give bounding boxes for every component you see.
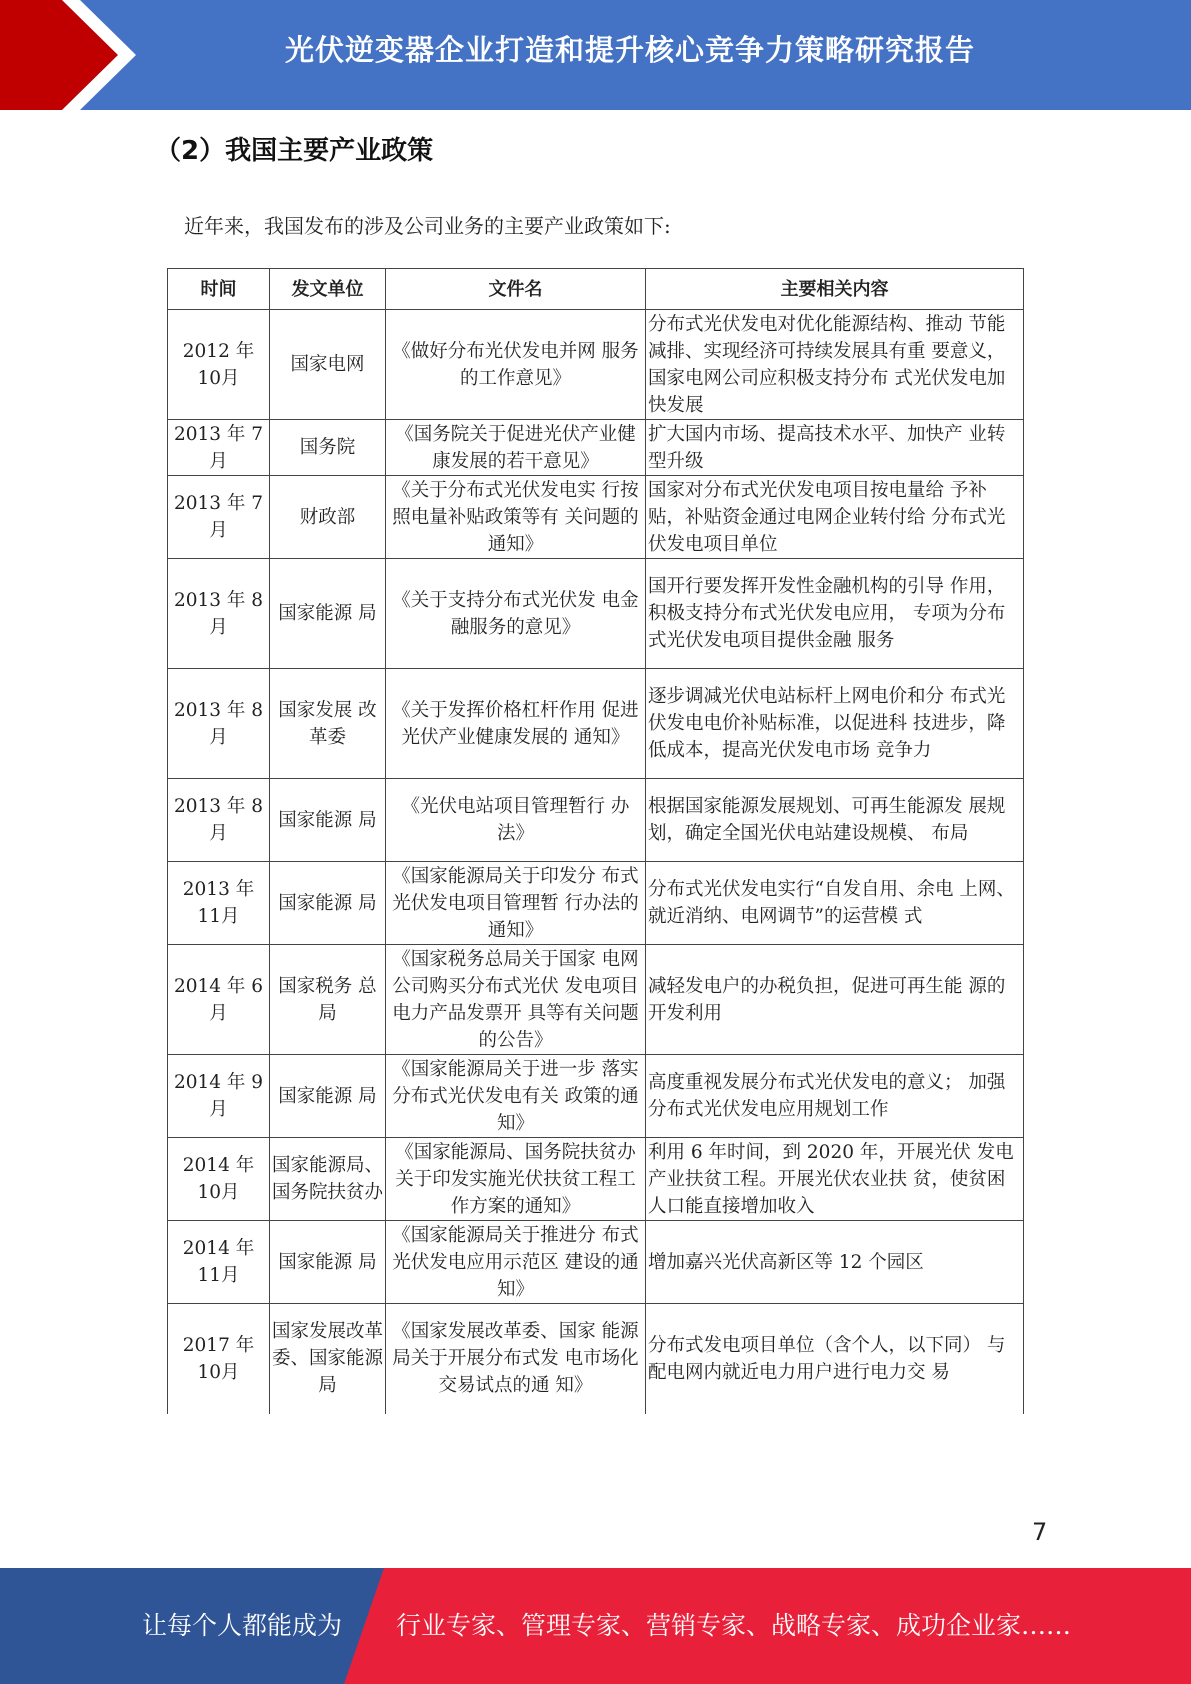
cell-issuer: 财政部 [270, 476, 386, 559]
cell-time: 2014 年 6月 [168, 945, 270, 1055]
cell-issuer: 国家能源 局 [270, 1055, 386, 1138]
cell-document: 《关于分布式光伏发电实 行按照电量补贴政策等有 关问题的通知》 [386, 476, 646, 559]
cell-issuer: 国家能源局、国务院扶贫办 [270, 1138, 386, 1221]
table-row [168, 310, 1024, 420]
table-row [168, 945, 1024, 1055]
cell-content: 增加嘉兴光伏高新区等 12 个园区 [646, 1221, 1024, 1304]
column-header-document: 文件名 [386, 269, 646, 310]
cell-time: 2013 年 7月 [168, 420, 270, 476]
table-row [168, 476, 1024, 559]
cell-time: 2013 年 7月 [168, 476, 270, 559]
page-number: 7 [1032, 1518, 1048, 1546]
footer-slogan-right: 行业专家、管理专家、营销专家、战略专家、成功企业家…… [396, 1611, 1072, 1640]
cell-time: 2014 年 10月 [168, 1138, 270, 1221]
cell-document: 《国家能源局关于印发分 布式光伏发电项目管理暂 行办法的通知》 [386, 862, 646, 945]
table-row [168, 669, 1024, 779]
table-row [168, 1055, 1024, 1138]
table-row [168, 1138, 1024, 1221]
cell-issuer: 国家能源 局 [270, 862, 386, 945]
section-heading: （2）我国主要产业政策 [155, 136, 434, 166]
cell-document: 《国家能源局、国务院扶贫办关于印发实施光伏扶贫工程工作方案的通知》 [386, 1138, 646, 1221]
header-red-arrow-decoration [0, 0, 200, 110]
cell-issuer: 国家发展改革委、国家能源局 [270, 1304, 386, 1414]
cell-content: 扩大国内市场、提高技术水平、加快产 业转型升级 [646, 420, 1024, 476]
cell-document: 《光伏电站项目管理暂行 办法》 [386, 779, 646, 862]
cell-time: 2017 年 10月 [168, 1304, 270, 1414]
cell-issuer: 国家税务 总局 [270, 945, 386, 1055]
cell-time: 2012 年 10月 [168, 310, 270, 420]
cell-issuer: 国家发展 改革委 [270, 669, 386, 779]
intro-paragraph: 近年来，我国发布的涉及公司业务的主要产业政策如下: [184, 214, 671, 238]
column-header-content: 主要相关内容 [646, 269, 1024, 310]
report-title: 光伏逆变器企业打造和提升核心竞争力策略研究报告 [284, 33, 975, 67]
column-header-issuer: 发文单位 [270, 269, 386, 310]
cell-time: 2013 年 8月 [168, 669, 270, 779]
table-row [168, 1304, 1024, 1414]
cell-content: 分布式光伏发电实行“自发自用、余电 上网、就近消纳、电网调节”的运营模 式 [646, 862, 1024, 945]
footer-slogan-left: 让每个人都能成为 [142, 1611, 343, 1640]
table-row [168, 1221, 1024, 1304]
cell-document: 《关于发挥价格杠杆作用 促进光伏产业健康发展的 通知》 [386, 669, 646, 779]
table-row [168, 559, 1024, 669]
cell-document: 《国务院关于促进光伏产业健康发展的若干意见》 [386, 420, 646, 476]
cell-document: 《关于支持分布式光伏发 电金融服务的意见》 [386, 559, 646, 669]
page-header [0, 0, 1191, 110]
cell-time: 2014 年 11月 [168, 1221, 270, 1304]
cell-content: 根据国家能源发展规划、可再生能源发 展规划，确定全国光伏电站建设规模、 布局 [646, 779, 1024, 862]
cell-time: 2013 年 8月 [168, 559, 270, 669]
table-row [168, 420, 1024, 476]
table-row [168, 779, 1024, 862]
table-row [168, 862, 1024, 945]
cell-time: 2014 年 9月 [168, 1055, 270, 1138]
cell-time: 2013 年 8月 [168, 779, 270, 862]
cell-issuer: 国家电网 [270, 310, 386, 420]
table-header-row [168, 269, 1024, 310]
cell-content: 分布式光伏发电对优化能源结构、推动 节能减排、实现经济可持续发展具有重 要意义，国家电网公司应积极支持分布 式光伏发电加快发展 [646, 310, 1024, 420]
cell-document: 《国家税务总局关于国家 电网公司购买分布式光伏 发电项目电力产品发票开 具等有关问题的公告》 [386, 945, 646, 1055]
policy-table [167, 268, 1024, 1414]
cell-document: 《国家能源局关于进一步 落实分布式光伏发电有关 政策的通知》 [386, 1055, 646, 1138]
cell-time: 2013 年 11月 [168, 862, 270, 945]
cell-issuer: 国家能源 局 [270, 1221, 386, 1304]
cell-content: 利用 6 年时间，到 2020 年，开展光伏 发电产业扶贫工程。开展光伏农业扶 贫，使贫困人口能直接增加收入 [646, 1138, 1024, 1221]
page-footer [0, 1568, 1191, 1684]
cell-document: 《国家发展改革委、国家 能源局关于开展分布式发 电市场化交易试点的通 知》 [386, 1304, 646, 1414]
cell-issuer: 国家能源 局 [270, 779, 386, 862]
cell-content: 分布式发电项目单位（含个人，以下同） 与配电网内就近电力用户进行电力交 易 [646, 1304, 1024, 1414]
cell-issuer: 国务院 [270, 420, 386, 476]
cell-content: 国开行要发挥开发性金融机构的引导 作用，积极支持分布式光伏发电应用， 专项为分布式光伏发电项目提供金融 服务 [646, 559, 1024, 669]
cell-content: 逐步调减光伏电站标杆上网电价和分 布式光伏发电电价补贴标准，以促进科 技进步，降低成本，提高光伏发电市场 竞争力 [646, 669, 1024, 779]
cell-document: 《做好分布光伏发电并网 服务的工作意见》 [386, 310, 646, 420]
cell-document: 《国家能源局关于推进分 布式光伏发电应用示范区 建设的通知》 [386, 1221, 646, 1304]
column-header-time: 时间 [168, 269, 270, 310]
cell-content: 高度重视发展分布式光伏发电的意义； 加强分布式光伏发电应用规划工作 [646, 1055, 1024, 1138]
cell-content: 国家对分布式光伏发电项目按电量给 予补贴，补贴资金通过电网企业转付给 分布式光伏发电项目单位 [646, 476, 1024, 559]
cell-issuer: 国家能源 局 [270, 559, 386, 669]
cell-content: 减轻发电户的办税负担，促进可再生能 源的开发利用 [646, 945, 1024, 1055]
